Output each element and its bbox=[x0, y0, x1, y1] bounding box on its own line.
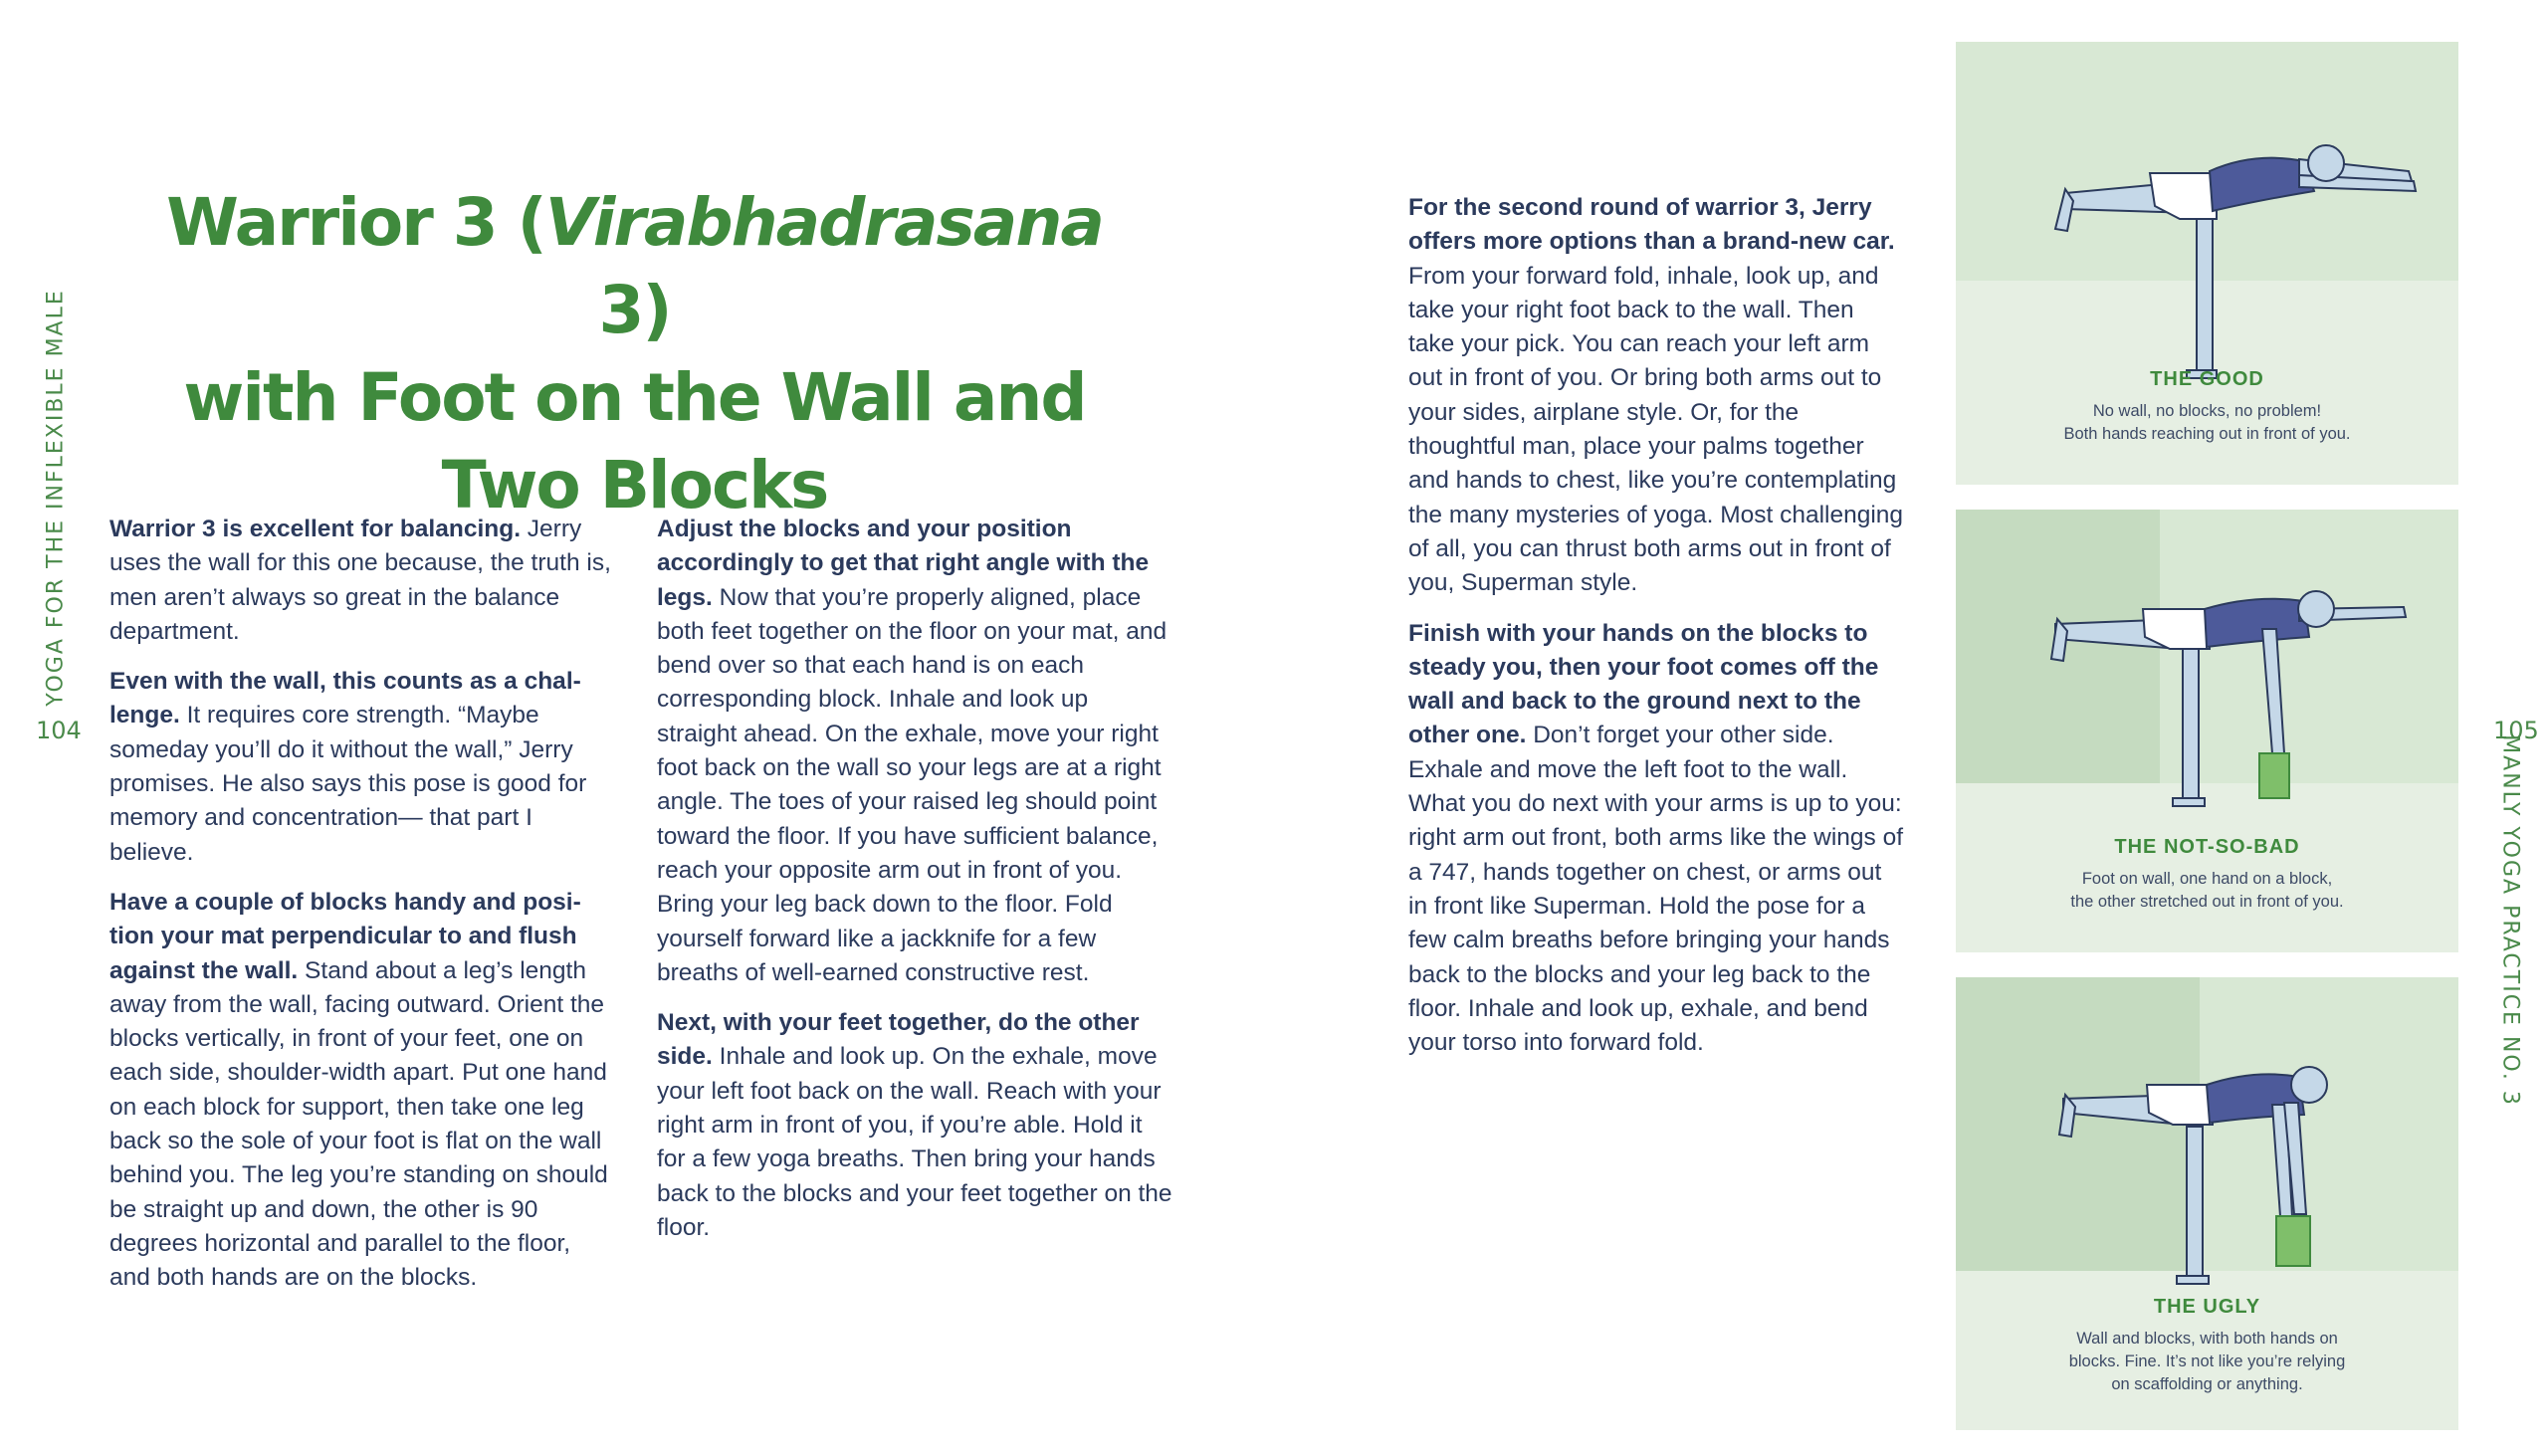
panel-title: THE GOOD bbox=[2150, 368, 2264, 390]
panel-title: THE UGLY bbox=[2153, 1296, 2261, 1318]
panel-caption: No wall, no blocks, no problem! Both hands reaching out in front of you. bbox=[2063, 402, 2351, 443]
title-line-1: Warrior 3 (Virabhadrasana 3) bbox=[166, 184, 1103, 348]
panel-title: THE NOT-SO-BAD bbox=[2114, 836, 2300, 858]
body-column-1 bbox=[109, 513, 617, 1312]
paragraph: Warrior 3 is excellent for balancing. Jerry uses the wall for this one because, the truth is, men aren’t always so great in the balance department. bbox=[109, 516, 611, 645]
illustration-panel-ugly bbox=[1956, 977, 2458, 1430]
paragraph: For the second round of warrior 3, Jerry offers more options than a brand-new car. From your forward fold, inhale, look up, and take your right foot back to the wall. Then take your pick. You can reach your left arm out in front of you. Or bring both arms out to your sides, airplane style. Or, for the thoughtful man, place your palms together and hands to chest, like you’re contemplating the many mysteries of yoga. Most challenging of all, you can thrust both arms out in front of you, Superman style. bbox=[1408, 194, 1904, 597]
paragraph: Adjust the blocks and your position accordingly to get that right angle with the legs. Now that you’re properly aligned, place both feet together on the floor on your mat, and bend over so that each hand is on each corresponding block. Inhale and look up straight ahead. On the exhale, move your right foot back on the wall so your legs are at a right angle. The toes of your raised leg should point toward the floor. If you have sufficient balance, reach your opposite arm out in front of you. Bring your leg back down to the floor. Fold yourself forward like a jackknife for a few breaths of well-earned constructive rest. bbox=[657, 516, 1168, 986]
panel-caption: Wall and blocks, with both hands on blocks. Fine. It’s not like you’re relying on scaffolding or anything. bbox=[2068, 1330, 2346, 1393]
page-number-left: 104 bbox=[36, 717, 82, 744]
running-head-left: YOGA FOR THE INFLEXIBLE MALE bbox=[43, 289, 69, 707]
paragraph: Even with the wall, this counts as a challenge. It requires core strength. “Maybe someday you’ll do it without the wall,” Jerry promises. He also says this pose is good for memory and concentration— that part I believe. bbox=[109, 668, 587, 866]
page-number-right: 105 bbox=[2493, 717, 2539, 744]
paragraph: Next, with your feet together, do the other side. Inhale and look up. On the exhale, move your left foot back on the wall. Reach with your right arm in front of you, if you’re able. Hold it for a few yoga breaths. Then bring your hands back to the blocks and your feet together on the floor. bbox=[657, 1009, 1172, 1241]
running-head-right: MANLY YOGA PRACTICE NO. 3 bbox=[2497, 734, 2523, 1107]
title-line-2: with Foot on the Wall and Two Blocks bbox=[183, 359, 1086, 523]
page-title bbox=[149, 179, 1120, 529]
body-column-3 bbox=[1408, 191, 1906, 1076]
panel-caption: Foot on wall, one hand on a block, the other stretched out in front of you. bbox=[2070, 870, 2344, 911]
body-column-2 bbox=[657, 513, 1174, 1261]
illustration-panel-not-so-bad bbox=[1956, 510, 2458, 952]
paragraph: Finish with your hands on the blocks to steady you, then your foot comes off the wall and back to the ground next to the other one. Don’t forget your other side. Exhale and move the left foot to the wall. What you do next with your arms is up to you: right arm out front, both arms like the wings of a 747, hands together on chest, or arms out in front like Superman. Hold the pose for a few calm breaths before bringing your hands back to the blocks and your leg back to the floor. Inhale and look up, exhale, and bend your torso into forward fold. bbox=[1408, 619, 1904, 1057]
paragraph: Have a couple of blocks handy and position your mat perpendicular to and flush against the wall. Stand about a leg’s length away from the wall, facing outward. Orient the blocks vertically, in front of your feet, one on each side, shoulder-width apart. Put one hand on each block for support, then take one leg back so the sole of your foot is flat on the wall behind you. The leg you’re standing on should be straight up and down, the other is 90 degrees horizontal and parallel to the floor, and both hands are on the blocks. bbox=[109, 888, 608, 1292]
illustration-panel-good bbox=[1956, 42, 2458, 485]
